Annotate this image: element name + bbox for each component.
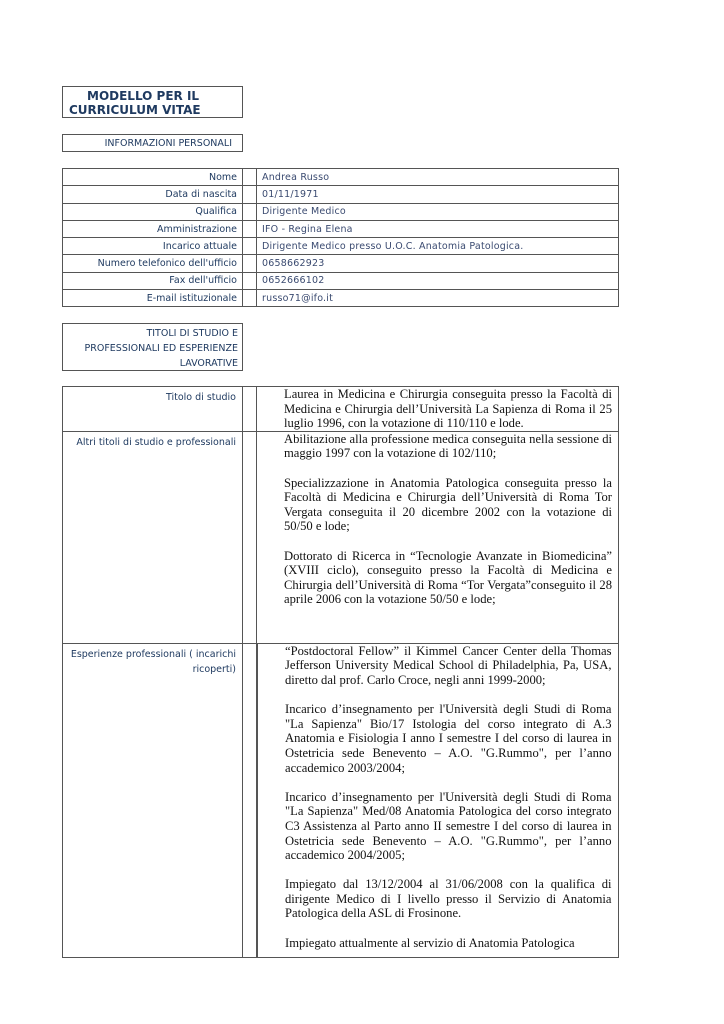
studies-section-header xyxy=(62,323,243,371)
info-label: Incarico attuale xyxy=(63,238,243,255)
info-row xyxy=(63,238,619,255)
info-label: Numero telefonico dell'ufficio xyxy=(63,255,243,272)
section-label: Altri titoli di studio e professionali xyxy=(63,431,243,643)
spacer-cell xyxy=(243,203,257,220)
section-paragraph: Specializzazione in Anatomia Patologica conseguita presso la Facoltà di Medicina e Chirurgia dell’Università di Roma Tor Vergata conseguita il 20 dicembre 2002 con la votazione di 50/50 e lode; xyxy=(284,475,612,534)
header-line: TITOLI DI STUDIO E xyxy=(146,328,238,339)
info-row xyxy=(63,169,619,186)
info-label: Fax dell'ufficio xyxy=(63,272,243,289)
info-value: Dirigente Medico presso U.O.C. Anatomia Patologica. xyxy=(257,238,619,255)
info-row xyxy=(63,220,619,237)
header-line: PROFESSIONALI ED ESPERIENZE xyxy=(84,343,238,354)
personal-info-header: INFORMAZIONI PERSONALI xyxy=(62,134,243,152)
spacer-cell xyxy=(243,290,257,307)
section-label: Titolo di studio xyxy=(63,387,243,432)
section-paragraph: Incarico d’insegnamento per l'Università degli Studi di Roma "La Sapienza" Bio/17 Istologia del corso integrato di A.3 Anatomia e Fisiologia I anno I semestre I del corso di laurea in Ostetricia sede Benevento – A.O. "G.Rummo", per l’anno accademico 2003/2004; xyxy=(285,702,612,775)
info-row xyxy=(63,255,619,272)
info-label: Nome xyxy=(63,169,243,186)
spacer-cell xyxy=(243,238,257,255)
section-row xyxy=(63,387,619,432)
info-value: Dirigente Medico xyxy=(257,203,619,220)
spacer-cell xyxy=(243,220,257,237)
section-label: Esperienze professionali ( incarichi ricoperti) xyxy=(63,643,243,957)
title-line: MODELLO PER IL xyxy=(87,89,200,103)
info-value: 0658662923 xyxy=(257,255,619,272)
info-value: 0652666102 xyxy=(257,272,619,289)
spacer-cell xyxy=(243,387,257,432)
section-content xyxy=(257,644,619,957)
info-label: Qualifica xyxy=(63,203,243,220)
section-paragraph: Incarico d’insegnamento per l'Università degli Studi di Roma "La Sapienza" Med/08 Anatomia Patologica del corso integrato C3 Assistenza al Parto anno II semestre I del corso di laurea in Ostetricia sede Benevento – A.O. "G.Rummo", per l’anno accademico 2004/2005; xyxy=(285,789,612,863)
info-value: russo71@ifo.it xyxy=(257,290,619,307)
personal-info-table xyxy=(62,168,619,307)
spacer-cell xyxy=(243,186,257,203)
info-label: Amministrazione xyxy=(63,220,243,237)
spacer-cell xyxy=(243,643,257,957)
spacer-cell xyxy=(243,255,257,272)
info-label: E-mail istituzionale xyxy=(63,290,243,307)
spacer-cell xyxy=(243,272,257,289)
info-value: 01/11/1971 xyxy=(257,186,619,203)
section-paragraph: Laurea in Medicina e Chirurgia conseguita presso la Facoltà di Medicina e Chirurgia dell’Università La Sapienza di Roma il 25 luglio 1996, con la votazione di 110/110 e lode. xyxy=(284,387,612,431)
document-title xyxy=(62,86,243,118)
section-paragraph: Abilitazione alla professione medica conseguita nella sessione di maggio 1997 con la votazione di 102/110; xyxy=(284,431,612,461)
section-paragraph: Impiegato attualmente al servizio di Anatomia Patologica xyxy=(285,935,575,950)
info-value: Andrea Russo xyxy=(257,169,619,186)
info-row xyxy=(63,290,619,307)
info-label: Data di nascita xyxy=(63,186,243,203)
spacer-cell xyxy=(243,169,257,186)
section-paragraph: Impiegato dal 13/12/2004 al 31/06/2008 con la qualifica di dirigente Medico di I livello presso il Servizio di Anatomia Patologica della ASL di Frosinone. xyxy=(285,877,612,921)
section-content xyxy=(257,431,619,643)
info-row xyxy=(63,272,619,289)
section-paragraph: “Postdoctoral Fellow” il Kimmel Cancer Center della Thomas Jefferson University Medical School di Philadelphia, Pa, USA, diretto dal prof. Carlo Croce, negli anni 1999-2000; xyxy=(285,643,612,687)
studies-table xyxy=(62,386,619,958)
info-row xyxy=(63,203,619,220)
spacer-cell xyxy=(243,431,257,643)
title-line: CURRICULUM VITAE xyxy=(69,103,201,117)
info-row xyxy=(63,186,619,203)
section-paragraph: Dottorato di Ricerca in “Tecnologie Avanzate in Biomedicina” (XVIII ciclo), conseguito presso la Facoltà di Medicina e Chirurgia dell’Università di Roma “Tor Vergata”conseguito il 28 aprile 2006 con la votazione 50/50 e lode; xyxy=(284,548,612,607)
section-row xyxy=(63,431,619,643)
info-value: IFO - Regina Elena xyxy=(257,220,619,237)
header-line: LAVORATIVE xyxy=(179,358,238,369)
section-row xyxy=(63,643,619,957)
section-content xyxy=(257,387,619,432)
